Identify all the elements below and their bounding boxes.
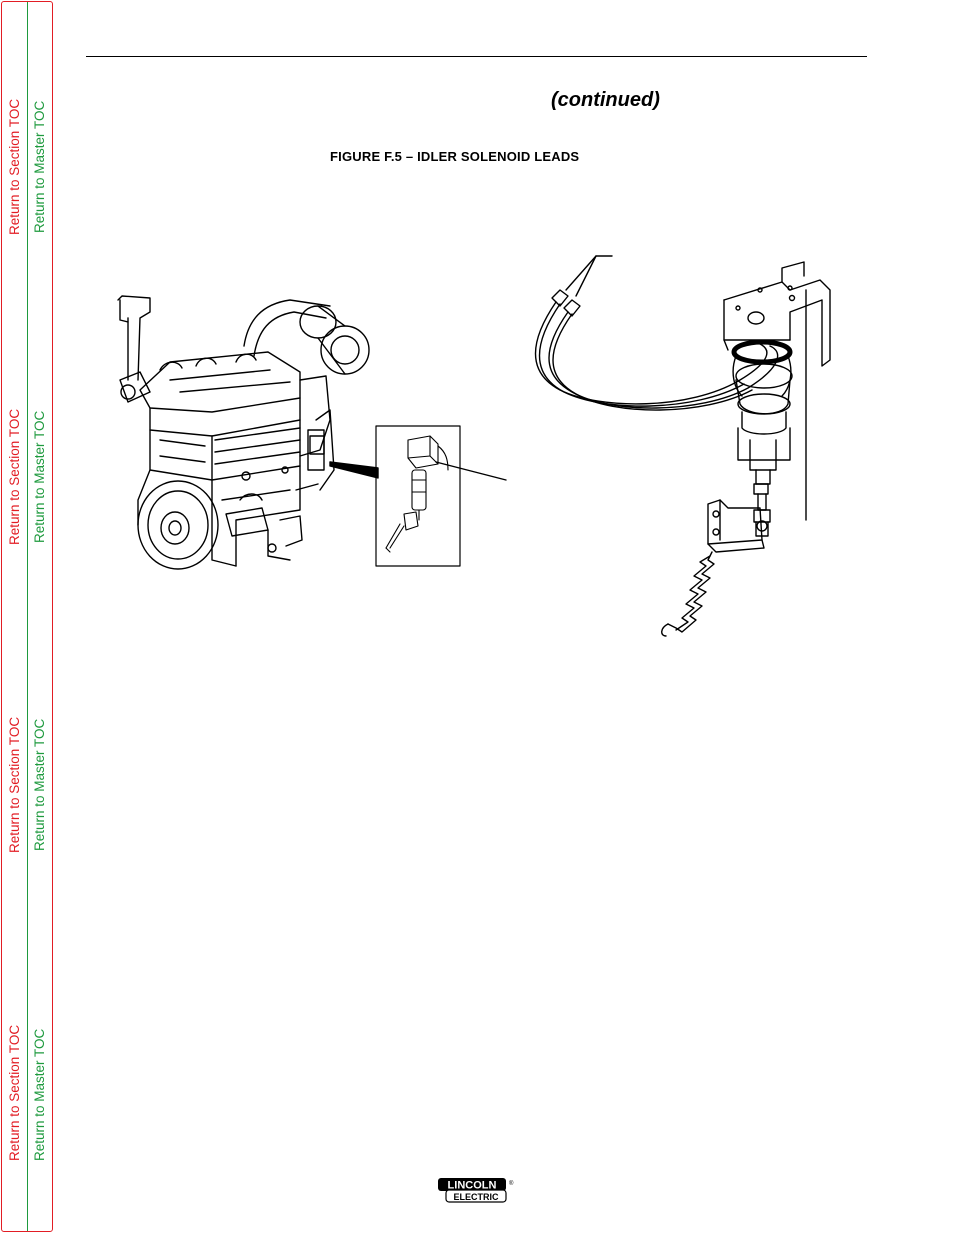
return-to-section-toc-link-2[interactable]: Return to Section TOC <box>7 408 22 545</box>
logo-text-bottom: ELECTRIC <box>453 1192 499 1202</box>
return-to-section-toc-link-1[interactable]: Return to Section TOC <box>7 98 22 235</box>
return-to-master-toc-link-3[interactable]: Return to Master TOC <box>32 718 47 851</box>
solenoid-detail <box>536 256 831 636</box>
return-to-section-toc-link-3[interactable]: Return to Section TOC <box>7 716 22 853</box>
return-to-master-toc-link-2[interactable]: Return to Master TOC <box>32 410 47 543</box>
inset-solenoid <box>386 436 448 552</box>
logo-text-top: LINCOLN <box>447 1179 497 1192</box>
return-to-section-toc-link-4[interactable]: Return to Section TOC <box>7 1024 22 1161</box>
continued-heading: (continued) <box>551 89 660 111</box>
return-to-master-toc-link-4[interactable]: Return to Master TOC <box>32 1028 47 1161</box>
lincoln-electric-logo <box>437 1177 514 1204</box>
logo-registered-mark: ® <box>509 1181 514 1187</box>
return-to-master-toc-link-1[interactable]: Return to Master TOC <box>32 100 47 233</box>
figure-caption: FIGURE F.5 – IDLER SOLENOID LEADS <box>330 149 580 164</box>
engine-illustration <box>118 296 369 569</box>
